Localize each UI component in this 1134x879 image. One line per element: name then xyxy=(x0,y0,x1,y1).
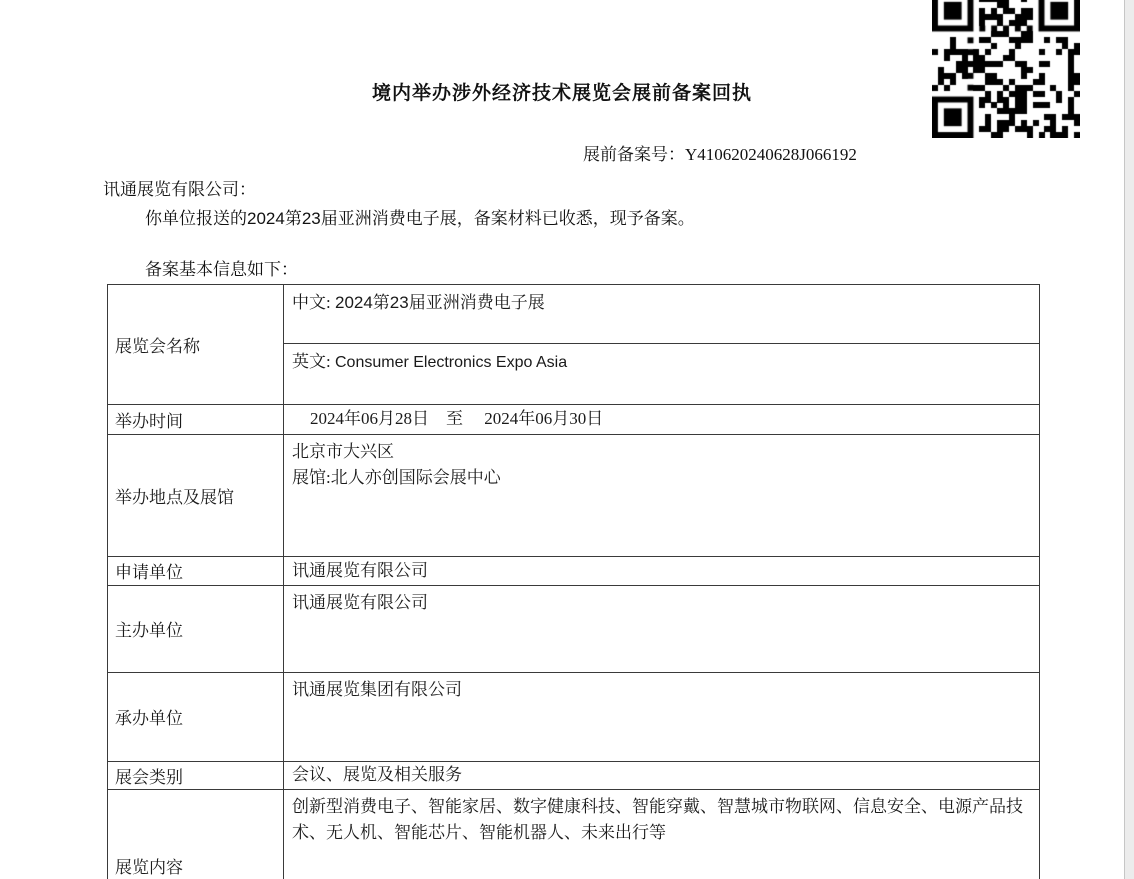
cn-name-value: 2024第23届亚洲消费电子展 xyxy=(334,293,545,312)
row-label-time: 举办时间 xyxy=(108,405,284,434)
qr-code-icon xyxy=(932,0,1080,138)
cell-en-name xyxy=(284,343,1039,404)
row-label-undertaker: 承办单位 xyxy=(108,673,284,761)
table-row-venue xyxy=(108,434,1039,556)
row-label-content: 展览内容 xyxy=(108,790,284,879)
en-name-label: 英文: xyxy=(292,352,331,371)
table-row-category xyxy=(108,761,1039,789)
table-row-organizer xyxy=(108,585,1039,672)
row-label-category: 展会类别 xyxy=(108,762,284,789)
row-label-exhibition-name: 展览会名称 xyxy=(108,285,284,404)
info-intro-line: 备案基本信息如下： xyxy=(145,260,298,279)
table-row-exhibition-name xyxy=(108,285,1039,404)
row-label-venue: 举办地点及展馆 xyxy=(108,435,284,556)
filing-info-table xyxy=(107,284,1040,879)
venue-line-city: 北京市大兴区 xyxy=(292,441,394,461)
cell-category-value: 会议、展览及相关服务 xyxy=(292,765,462,784)
table-row-time xyxy=(108,404,1039,434)
table-row-applicant xyxy=(108,556,1039,585)
cell-cn-name xyxy=(284,285,1039,343)
filing-number: 展前备案号：Y410620240628J066192 xyxy=(583,145,857,164)
cell-undertaker-value: 讯通展览集团有限公司 xyxy=(292,679,462,699)
cell-organizer-value: 讯通展览有限公司 xyxy=(292,592,428,612)
cell-applicant-value: 讯通展览有限公司 xyxy=(292,560,428,580)
en-name-value: Consumer Electronics Expo Asia xyxy=(334,354,568,371)
cell-venue-value xyxy=(284,435,1039,556)
cell-time-value: 2024年06月28日 至 2024年06月30日 xyxy=(310,409,604,428)
table-row-content xyxy=(108,789,1039,879)
page-edge-strip xyxy=(1124,0,1134,879)
document-title: 境内举办涉外经济技术展览会展前备案回执 xyxy=(371,83,752,104)
cell-content-value: 创新型消费电子、智能家居、数字健康科技、智能穿戴、智慧城市物联网、信息安全、电源产品技术、无人机、智能芯片、智能机器人、未来出行等 xyxy=(292,796,1023,842)
cn-name-label: 中文: xyxy=(292,293,331,312)
row-label-organizer: 主办单位 xyxy=(108,586,284,672)
filing-statement: 你单位报送的2024第23届亚洲消费电子展，备案材料已收悉，现予备案。 xyxy=(145,209,695,228)
venue-line-hall: 展馆:北人亦创国际会展中心 xyxy=(292,467,501,487)
table-row-undertaker xyxy=(108,672,1039,761)
addressee-line: 讯通展览有限公司： xyxy=(103,180,256,199)
row-label-applicant: 申请单位 xyxy=(108,557,284,585)
